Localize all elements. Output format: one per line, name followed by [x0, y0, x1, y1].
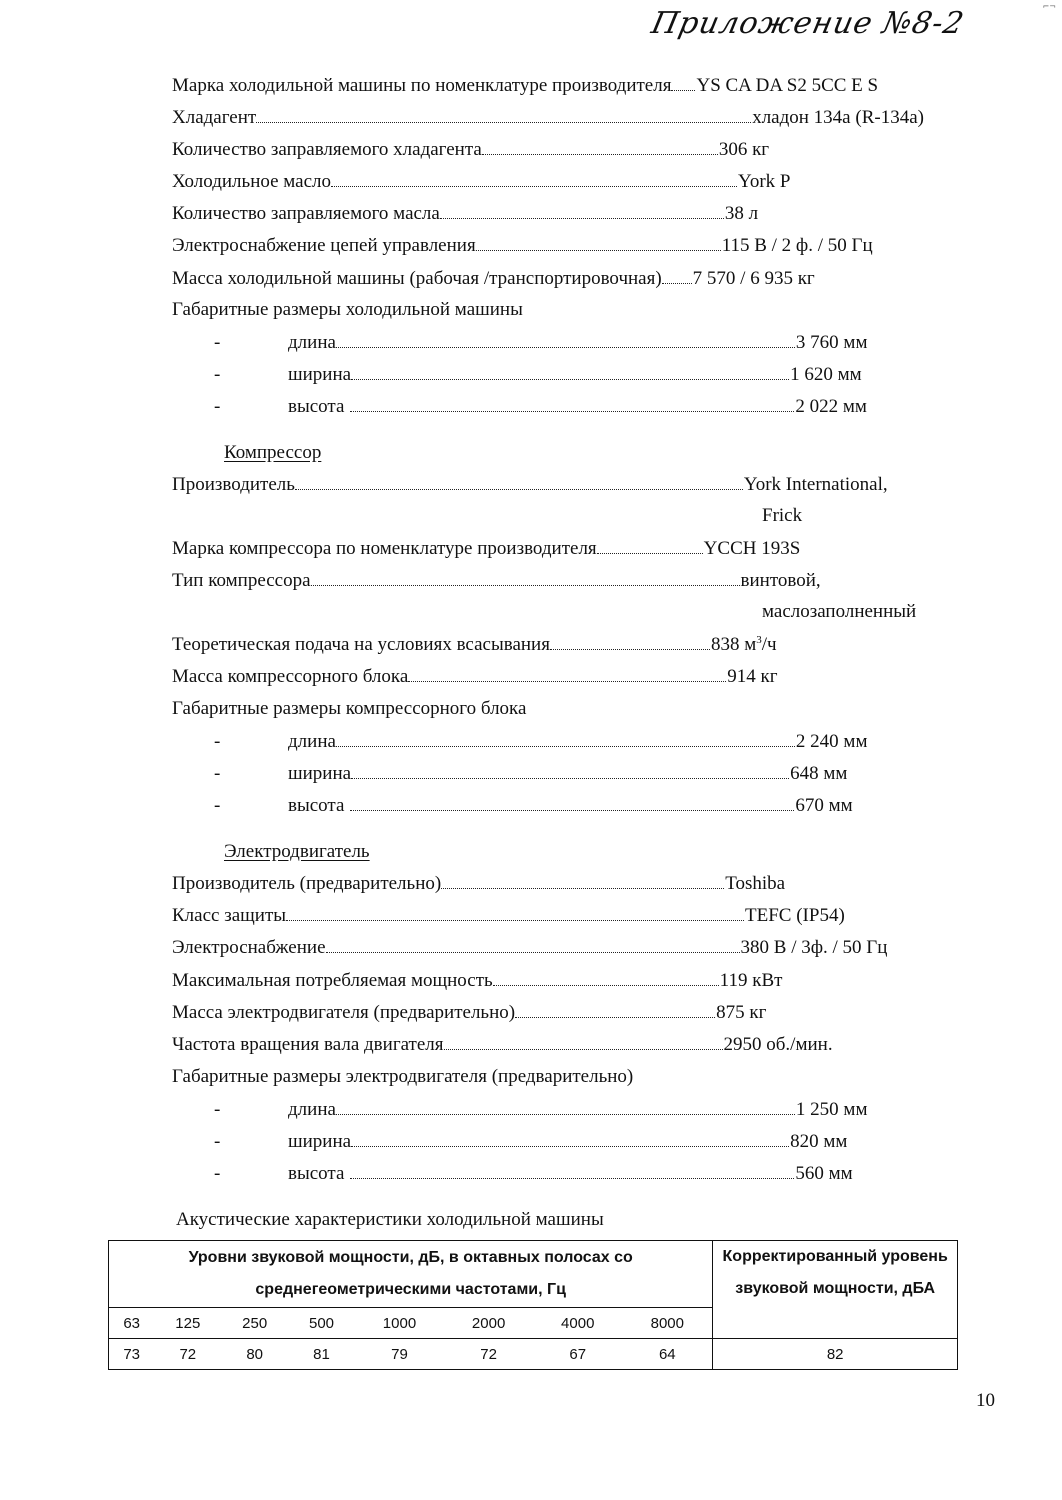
- spec-label: длина: [288, 332, 336, 353]
- acoustic-table: [108, 1240, 958, 1370]
- spec-value: York International,: [743, 474, 888, 495]
- spec-label: Производитель: [172, 474, 295, 495]
- compressor-type-row: [172, 567, 821, 593]
- spec-label: ширина: [288, 1131, 352, 1152]
- compressor-mass-row: [172, 663, 778, 689]
- level-cell: 72: [444, 1339, 533, 1370]
- dot-leader: [336, 1096, 795, 1115]
- corrected-header-line1: Корректированный уровень: [722, 1248, 948, 1265]
- list-dash: -: [214, 731, 221, 752]
- spec-label: Масса компрессорного блока: [172, 666, 409, 687]
- spec-label: Тип компрессора: [172, 570, 311, 591]
- dot-leader: [350, 1160, 794, 1179]
- spec-row-oil-amount: [172, 200, 758, 226]
- dot-leader: [351, 1128, 789, 1147]
- compressor-model-row: [172, 535, 800, 561]
- dot-leader: [286, 902, 744, 921]
- spec-label: Количество заправляемого масла: [172, 203, 440, 224]
- spec-value: [711, 632, 777, 658]
- spec-value: 38 л: [724, 203, 759, 224]
- motor-mass-row: [172, 999, 766, 1025]
- compressor-dim-height: [172, 792, 853, 818]
- spec-label: Масса электродвигателя (предварительно): [172, 1002, 516, 1023]
- dot-leader: [351, 361, 789, 380]
- level-cell: 67: [533, 1339, 622, 1370]
- dot-leader: [597, 535, 703, 554]
- octave-header-line1: Уровни звуковой мощности, дБ, в октавных полосах со: [188, 1249, 633, 1266]
- spec-row-oil: [172, 168, 790, 194]
- spec-label: высота: [288, 396, 345, 417]
- flow-unit: /ч: [761, 634, 777, 655]
- frequency-cell: 250: [221, 1308, 288, 1339]
- spec-label: длина: [288, 1099, 336, 1120]
- spec-value: 3 760 мм: [795, 332, 868, 353]
- dot-leader: [336, 728, 795, 747]
- spec-value: 115 В / 2 ф. / 50 Гц: [721, 235, 873, 256]
- motor-dim-height: [172, 1160, 853, 1186]
- machine-dimensions-title: Габаритные размеры холодильной машины: [172, 299, 523, 320]
- spec-label: длина: [288, 731, 336, 752]
- machine-dim-height: [172, 393, 867, 419]
- spec-label: Теоретическая подача на условиях всасывания: [172, 634, 550, 655]
- spec-label: Максимальная потребляемая мощность: [172, 970, 493, 991]
- spec-label: Количество заправляемого хладагента: [172, 139, 482, 160]
- dot-leader: [256, 104, 751, 123]
- page-number: 10: [976, 1390, 995, 1411]
- list-dash: -: [214, 795, 221, 816]
- spec-label: ширина: [288, 364, 352, 385]
- spec-value: 648 мм: [790, 763, 848, 784]
- motor-power-supply-row: [172, 934, 887, 960]
- dot-leader: [408, 663, 726, 682]
- dot-leader: [350, 792, 794, 811]
- spec-value: 2 022 мм: [795, 396, 867, 417]
- frequency-cell: 63: [109, 1308, 155, 1339]
- spec-label: Масса холодильной машины (рабочая /транспортировочная): [172, 268, 662, 289]
- compressor-dim-length: [172, 728, 867, 754]
- dot-leader: [311, 567, 740, 586]
- motor-dimensions-title: Габаритные размеры электродвигателя (предварительно): [172, 1066, 634, 1087]
- level-cell: 80: [221, 1339, 288, 1370]
- corrected-level-cell: 82: [713, 1339, 958, 1370]
- spec-value: 2 240 мм: [795, 731, 868, 752]
- spec-row-refrigerant-amount: [172, 136, 769, 162]
- compressor-type-cont: маслозаполненный: [762, 601, 917, 622]
- motor-dim-width: [172, 1128, 847, 1154]
- spec-label: высота: [288, 795, 345, 816]
- spec-label: Частота вращения вала двигателя: [172, 1034, 444, 1055]
- frequency-cell: 125: [154, 1308, 221, 1339]
- compressor-dimensions-title: Габаритные размеры компрессорного блока: [172, 698, 527, 719]
- frequency-cell: 4000: [533, 1308, 622, 1339]
- spec-value: 560 мм: [795, 1163, 853, 1184]
- spec-value: 1 250 мм: [795, 1099, 868, 1120]
- compressor-manufacturer-cont: Frick: [762, 505, 803, 526]
- dot-leader: [493, 967, 719, 986]
- level-cell: 64: [622, 1339, 713, 1370]
- flow-number: 838 м: [710, 634, 757, 655]
- corrected-header-cell: [713, 1241, 958, 1339]
- spec-value: 875 кг: [716, 1002, 767, 1023]
- spec-label: Класс защиты: [172, 905, 287, 926]
- spec-value: 1 620 мм: [790, 364, 862, 385]
- spec-value: 306 кг: [718, 139, 770, 160]
- machine-dim-width: [172, 361, 862, 387]
- spec-value: 2950 об./мин.: [723, 1034, 833, 1055]
- level-cell: 81: [288, 1339, 355, 1370]
- spec-label: Электроснабжение: [172, 937, 326, 958]
- spec-value: York P: [738, 171, 791, 192]
- handwritten-annotation: Приложение №8-2: [648, 6, 968, 41]
- frequency-cell: 8000: [622, 1308, 713, 1339]
- spec-value: 670 мм: [795, 795, 853, 816]
- spec-label: высота: [288, 1163, 345, 1184]
- dot-leader: [350, 393, 794, 412]
- motor-protection-row: [172, 902, 845, 928]
- spec-label: Марка холодильной машины по номенклатуре производителя: [172, 75, 672, 96]
- level-cell: 79: [355, 1339, 444, 1370]
- motor-heading: Электродвигатель: [224, 841, 370, 862]
- spec-value: YCCH 193S: [703, 538, 801, 559]
- spec-value: 7 570 / 6 935 кг: [692, 268, 815, 289]
- compressor-flow-row: [172, 631, 777, 657]
- compressor-dim-width: [172, 760, 847, 786]
- spec-label: Хладагент: [172, 107, 257, 128]
- spec-value: TEFC (IP54): [745, 905, 845, 926]
- dot-leader: [295, 471, 743, 490]
- dot-leader: [482, 136, 718, 155]
- scan-corner-mark: ⌐¬: [1042, 2, 1056, 11]
- spec-row-machine-mass: [172, 265, 815, 291]
- spec-label: Холодильное масло: [172, 171, 332, 192]
- spec-value: 914 кг: [727, 666, 778, 687]
- dot-leader: [515, 999, 715, 1018]
- machine-dim-length: [172, 329, 867, 355]
- dot-leader: [662, 265, 692, 284]
- list-dash: -: [214, 364, 221, 385]
- list-dash: -: [214, 1163, 221, 1184]
- spec-row-model: [172, 72, 878, 98]
- spec-value: Toshiba: [725, 873, 786, 894]
- level-cell: 72: [154, 1339, 221, 1370]
- list-dash: -: [214, 332, 221, 353]
- dot-leader: [331, 168, 737, 187]
- acoustic-title: Акустические характеристики холодильной машины: [176, 1209, 604, 1230]
- dot-leader: [671, 72, 695, 91]
- spec-label: Марка компрессора по номенклатуре производителя: [172, 538, 597, 559]
- dot-leader: [326, 934, 740, 953]
- spec-value: винтовой,: [740, 570, 821, 591]
- motor-speed-row: [172, 1031, 833, 1057]
- dot-leader: [440, 200, 724, 219]
- list-dash: -: [214, 1099, 221, 1120]
- level-row: [109, 1339, 958, 1370]
- motor-manufacturer-row: [172, 870, 785, 896]
- dot-leader: [444, 1031, 723, 1050]
- dot-leader: [351, 760, 789, 779]
- list-dash: -: [214, 763, 221, 784]
- octave-header-line2: среднегеометрическими частотами, Гц: [255, 1281, 566, 1298]
- spec-value: хладон 134а (R-134a): [752, 107, 924, 128]
- corrected-header-line2: звуковой мощности, дБА: [735, 1280, 936, 1297]
- frequency-cell: 500: [288, 1308, 355, 1339]
- level-cell: 73: [109, 1339, 155, 1370]
- spec-value: 380 В / 3ф. / 50 Гц: [740, 937, 888, 958]
- spec-row-control-power: [172, 232, 873, 258]
- spec-value: YS CA DA S2 5CC E S: [696, 75, 879, 96]
- motor-max-power-row: [172, 967, 782, 993]
- frequency-cell: 1000: [355, 1308, 444, 1339]
- octave-header-cell: [109, 1241, 713, 1308]
- spec-value: 119 кВт: [719, 970, 783, 991]
- dot-leader: [441, 870, 724, 889]
- dot-leader: [550, 631, 710, 650]
- spec-label: ширина: [288, 763, 352, 784]
- spec-row-refrigerant: [172, 104, 924, 130]
- spec-value: 820 мм: [790, 1131, 848, 1152]
- frequency-cell: 2000: [444, 1308, 533, 1339]
- spec-label: Производитель (предварительно): [172, 873, 442, 894]
- dot-leader: [336, 329, 795, 348]
- list-dash: -: [214, 396, 221, 417]
- compressor-manufacturer-row: [172, 471, 888, 497]
- flow-superscript: 3: [756, 634, 762, 646]
- list-dash: -: [214, 1131, 221, 1152]
- spec-label: Электроснабжение цепей управления: [172, 235, 476, 256]
- compressor-heading: Компрессор: [224, 442, 322, 463]
- motor-dim-length: [172, 1096, 867, 1122]
- dot-leader: [476, 232, 721, 251]
- acoustic-header-row: [109, 1241, 958, 1308]
